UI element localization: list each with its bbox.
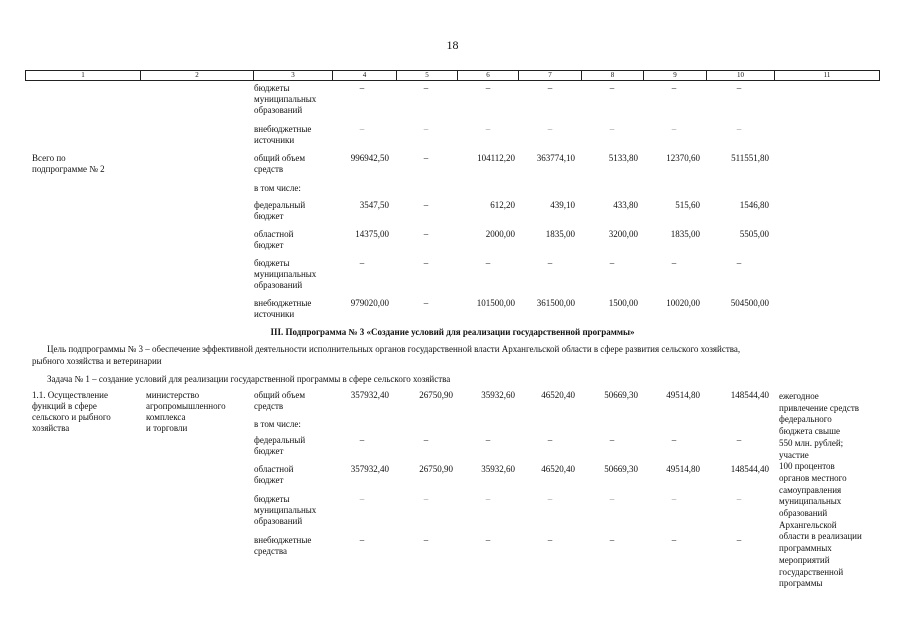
row-label: бюджеты муниципальных образований: [254, 494, 317, 526]
cell-value: 357932,40: [350, 390, 389, 400]
cell-value: –: [359, 258, 365, 268]
cell-value: –: [547, 435, 553, 445]
cell-value: –: [736, 83, 742, 93]
cell-value: 50669,30: [604, 464, 638, 474]
cell-value: –: [609, 435, 615, 445]
cell-value: –: [485, 535, 491, 545]
cell-value: 1546,80: [739, 200, 769, 210]
cell-value: –: [671, 124, 677, 134]
item-incl-label: в том числе:: [254, 419, 301, 429]
cell-value: –: [423, 153, 429, 163]
row-label: федеральный бюджет: [254, 435, 306, 456]
page-number: 18: [446, 38, 459, 52]
cell-value: 511551,80: [731, 153, 769, 163]
item-expected-result: ежегодное привлечение средств федерального бюджета свыше 550 млн. рублей; участие 100 процентов органов местного самоуправления муниципальных образований Архангельской области в реализации программных мероприятий государственной программы: [779, 391, 862, 589]
goal-line-1: Цель подпрограммы № 3 – обеспечение эффективной деятельности исполнительных органов государственной власти Архангельской области в сфере развития сельского хозяйства,: [47, 344, 741, 354]
cell-value: –: [609, 535, 615, 545]
cell-value: 2000,00: [485, 229, 515, 239]
cell-value: –: [736, 494, 742, 504]
cell-value: 50669,30: [604, 390, 638, 400]
cell-value: –: [485, 124, 491, 134]
cell-value: –: [485, 258, 491, 268]
cell-value: –: [609, 258, 615, 268]
cell-value: –: [423, 83, 429, 93]
cell-value: –: [547, 494, 553, 504]
cell-value: 12370,60: [666, 153, 700, 163]
col-header-9: 9: [644, 71, 707, 80]
row-label: внебюджетные средства: [254, 535, 312, 556]
cell-value: 1835,00: [545, 229, 575, 239]
cell-value: –: [736, 535, 742, 545]
cell-value: –: [671, 83, 677, 93]
cell-value: –: [423, 258, 429, 268]
cell-value: –: [671, 494, 677, 504]
col-header-1: 1: [26, 71, 141, 80]
col-header-7: 7: [519, 71, 582, 80]
cell-value: 49514,80: [666, 464, 700, 474]
cell-value: –: [609, 124, 615, 134]
cell-value: –: [423, 535, 429, 545]
col-header-5: 5: [397, 71, 458, 80]
cell-value: 5133,80: [608, 153, 638, 163]
cell-value: 14375,00: [355, 229, 389, 239]
cell-value: 439,10: [550, 200, 575, 210]
cell-value: –: [547, 258, 553, 268]
row-label: внебюджетные источники: [254, 124, 312, 145]
cell-value: –: [671, 258, 677, 268]
cell-value: –: [736, 124, 742, 134]
sp2-incl-label: в том числе:: [254, 183, 301, 193]
cell-value: –: [485, 83, 491, 93]
cell-value: –: [736, 258, 742, 268]
cell-value: 361500,00: [536, 298, 575, 308]
cell-value: –: [547, 83, 553, 93]
cell-value: –: [423, 124, 429, 134]
cell-value: –: [485, 435, 491, 445]
row-label: внебюджетные источники: [254, 298, 312, 319]
cell-value: –: [547, 124, 553, 134]
cell-value: –: [359, 435, 365, 445]
cell-value: 3547,50: [359, 200, 389, 210]
cell-value: –: [485, 494, 491, 504]
cell-value: 35932,60: [481, 464, 515, 474]
cell-value: –: [359, 124, 365, 134]
cell-value: 433,80: [613, 200, 638, 210]
col-header-11: 11: [823, 71, 831, 79]
cell-value: 1500,00: [608, 298, 638, 308]
row-label: общий объем средств: [254, 390, 306, 411]
cell-value: –: [736, 435, 742, 445]
row-label: бюджеты муниципальных образований: [254, 258, 317, 290]
col-header-3: 3: [254, 71, 333, 80]
cell-value: –: [423, 200, 429, 210]
col-header-4: 4: [333, 71, 397, 80]
cell-value: –: [359, 535, 365, 545]
cell-value: –: [423, 494, 429, 504]
task-line: Задача № 1 – создание условий для реализации государственной программы в сфере сельского хозяйства: [47, 374, 451, 384]
cell-value: 148544,40: [730, 464, 769, 474]
cell-value: 5505,00: [739, 229, 769, 239]
subprogram2-total-label: Всего по подпрограмме № 2: [32, 153, 105, 174]
row-label: общий объем средств: [254, 153, 306, 174]
cell-value: 3200,00: [608, 229, 638, 239]
cell-value: 10020,00: [666, 298, 700, 308]
col-header-6: 6: [458, 71, 519, 80]
cell-value: 26750,90: [419, 464, 453, 474]
cell-value: 35932,60: [481, 390, 515, 400]
cell-value: 49514,80: [666, 390, 700, 400]
cell-value: 363774,10: [536, 153, 575, 163]
cell-value: 148544,40: [730, 390, 769, 400]
item-name: 1.1. Осуществление функций в сфере сельского и рыбного хозяйства: [32, 390, 111, 433]
goal-line-2: рыбного хозяйства и ветеринарии: [32, 356, 162, 366]
row-label: областной бюджет: [254, 464, 294, 485]
cell-value: 504500,00: [730, 298, 769, 308]
cell-value: 612,20: [490, 200, 515, 210]
cell-value: 101500,00: [476, 298, 515, 308]
item-executor: министерство агропромышленного комплекса и торговли: [146, 390, 226, 433]
cell-value: –: [671, 435, 677, 445]
cell-value: –: [423, 298, 429, 308]
cell-value: 979020,00: [350, 298, 389, 308]
cell-value: –: [359, 83, 365, 93]
col-header-2: 2: [141, 71, 254, 80]
cell-value: 357932,40: [350, 464, 389, 474]
cell-value: –: [671, 535, 677, 545]
cell-value: –: [547, 535, 553, 545]
section-title: III. Подпрограмма № 3 «Создание условий для реализации государственной программы»: [270, 327, 635, 337]
table-header-row: [25, 70, 880, 81]
col-header-10: 10: [707, 71, 775, 80]
cell-value: –: [609, 494, 615, 504]
cell-value: –: [609, 83, 615, 93]
cell-value: –: [423, 229, 429, 239]
cell-value: –: [423, 435, 429, 445]
row-label: областной бюджет: [254, 229, 294, 250]
cell-value: 515,60: [675, 200, 700, 210]
col-header-8: 8: [582, 71, 644, 80]
cell-value: 46520,40: [541, 390, 575, 400]
cell-value: –: [359, 494, 365, 504]
cell-value: 46520,40: [541, 464, 575, 474]
row-label: бюджеты муниципальных образований: [254, 83, 317, 115]
cell-value: 996942,50: [350, 153, 389, 163]
cell-value: 1835,00: [670, 229, 700, 239]
row-label: федеральный бюджет: [254, 200, 306, 221]
cell-value: 104112,20: [477, 153, 515, 163]
cell-value: 26750,90: [419, 390, 453, 400]
